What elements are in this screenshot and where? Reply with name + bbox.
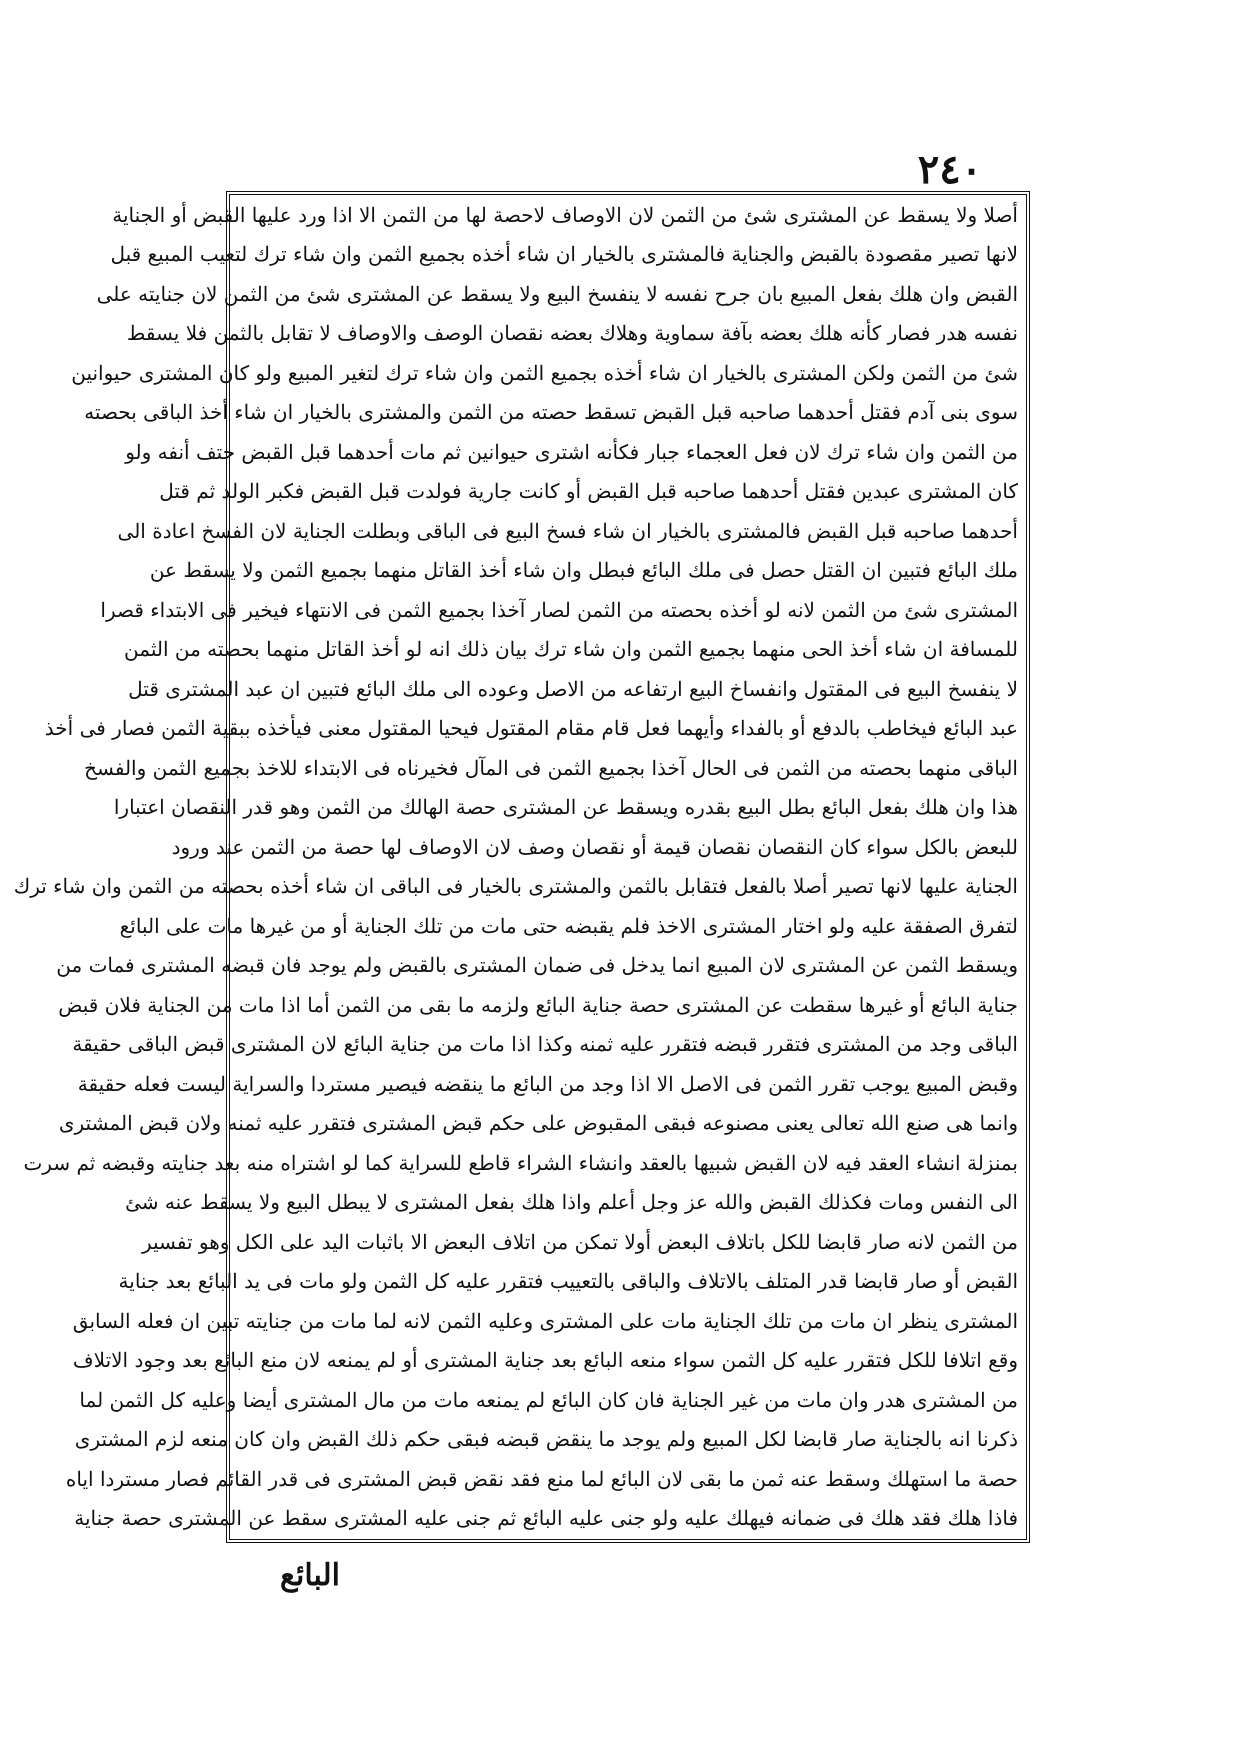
text-line: وانما هى صنع الله تعالى يعنى مصنوعه فبقى المقبوض على حكم قبض المشترى فتقرر عليه ثمنه ولان قبض المشترى bbox=[58, 1111, 1018, 1136]
text-line: لانها تصير مقصودة بالقبض والجناية فالمشترى بالخيار ان شاء أخذه بجميع الثمن وان شاء ترك لتعيب المبيع قبل bbox=[110, 242, 1018, 267]
text-line: من الثمن لانه صار قابضا للكل باتلاف البعض أولا تمكن من اتلاف البعض الا باثبات اليد على الكل وهو تفسير bbox=[141, 1229, 1018, 1254]
text-frame bbox=[13, 191, 1030, 1543]
text-line: أحدهما صاحبه قبل القبض فالمشترى بالخيار ان شاء فسخ البيع فى الباقى وبطلت الجناية لان الفسخ اعادة الى bbox=[117, 518, 1018, 543]
text-line: وقع اتلافا للكل فتقرر عليه كل الثمن سواء منعه البائع بعد جناية المشترى أو لم يمنعه لان منع البائع بعد وجود الاتلاف bbox=[72, 1348, 1018, 1373]
catchword: البائع bbox=[280, 1558, 340, 1593]
text-line: حصة ما استهلك وسقط عنه ثمن ما بقى لان البائع لما منع فقد نقض قبض المشترى فى قدر القائم فصار مستردا اياه bbox=[65, 1466, 1018, 1491]
text-line: المشترى ينظر ان مات من تلك الجناية مات على المشترى وعليه الثمن لانه لما مات من جنايته تبين ان فعله السابق bbox=[72, 1308, 1018, 1333]
text-line: لتفرق الصفقة عليه ولو اختار المشترى الاخذ فلم يقبضه حتى مات من تلك الجناية أو من غيرها مات على البائع bbox=[119, 913, 1018, 938]
text-line: للمسافة ان شاء أخذ الحى منهما بجميع الثمن وان شاء ترك بيان ذلك انه لو أخذ القاتل منهما بحصته من الثمن bbox=[124, 637, 1018, 662]
text-line: من المشترى هدر وان مات من غير الجناية فان كان البائع لم يمنعه مات من مال المشترى أيضا وعليه كل الثمن لما bbox=[79, 1387, 1018, 1412]
text-line: ملك البائع فتبين ان القتل حصل فى ملك البائع فبطل وان شاء أخذ القاتل منهما بجميع الثمن ولا يسقط عن bbox=[149, 558, 1018, 583]
text-line: كان المشترى عبدين فقتل أحدهما صاحبه قبل القبض أو كانت جارية فولدت قبل القبض فكبر الولد ثم قتل bbox=[159, 479, 1018, 504]
text-line: هذا وان هلك بفعل البائع بطل البيع بقدره ويسقط عن المشترى حصة الهالك من الثمن وهو قدر النقصان اعتبارا bbox=[113, 795, 1018, 820]
text-line: عبد البائع فيخاطب بالدفع أو بالفداء وأيهما فعل قام مقام المقتول فيحيا المقتول معنى فيأخذه ببقية الثمن فصار فى أخذ bbox=[44, 716, 1018, 741]
text-line: ذكرنا انه بالجناية صار قابضا لكل المبيع ولم يوجد ما ينقض قبضه فبقى حكم ذلك القبض وان كان منعه لزم المشترى bbox=[74, 1427, 1018, 1452]
text-line: وقبض المبيع يوجب تقرر الثمن فى الاصل الا اذا وجد من البائع ما ينقضه فيصير مستردا والسراية ليست فعله حقيقة bbox=[77, 1071, 1018, 1096]
text-line: من الثمن وان شاء ترك لان فعل العجماء جبار فكأنه اشترى حيوانين ثم مات أحدهما قبل القبض حتف أنفه ولو bbox=[125, 439, 1018, 464]
text-line: الى النفس ومات فكذلك القبض والله عز وجل أعلم واذا هلك بفعل المشترى لا يبطل البيع ولا يسقط عنه شئ bbox=[125, 1190, 1018, 1215]
text-line: الباقى منهما بحصته من الثمن فى الحال آخذا بجميع الثمن فى المآل فخيرناه فى الابتداء للاخذ بجميع الثمن والفسخ bbox=[84, 755, 1018, 780]
text-line: لا ينفسخ البيع فى المقتول وانفساخ البيع ارتفاعه من الاصل وعوده الى ملك البائع فتبين ان عبد المشترى قتل bbox=[128, 676, 1018, 701]
text-body bbox=[13, 199, 1018, 1535]
text-line: المشترى شئ من الثمن لانه لو أخذه بحصته من الثمن لصار آخذا بجميع الثمن فى الانتهاء فيخير فى الابتداء قصرا bbox=[100, 597, 1018, 622]
text-line: للبعض بالكل سواء كان النقصان نقصان قيمة أو نقصان وصف لان الاوصاف لها حصة من الثمن عند ورود bbox=[171, 834, 1018, 859]
text-line: سوى بنى آدم فقتل أحدهما صاحبه قبل القبض تسقط حصته من الثمن والمشترى بالخيار ان شاء أخذ الباقى بحصته bbox=[84, 400, 1018, 425]
text-line: ويسقط الثمن عن المشترى لان المبيع انما يدخل فى ضمان المشترى بالقبض ولم يوجد فان قبضه المشترى فمات من bbox=[56, 953, 1018, 978]
text-line: القبض أو صار قابضا قدر المتلف بالاتلاف والباقى بالتعييب فتقرر عليه كل الثمن ولو مات فى يد البائع بعد جناية bbox=[118, 1269, 1018, 1294]
text-line: الباقى وجد من المشترى فتقرر قبضه فتقرر عليه ثمنه وكذا اذا مات من جناية البائع لان المشترى قبض الباقى حقيقة bbox=[72, 1032, 1018, 1057]
text-line: نفسه هدر فصار كأنه هلك بعضه بآفة سماوية وهلاك بعضه نقصان الوصف والاوصاف لا تقابل بالثمن فلا يسقط bbox=[126, 321, 1018, 346]
text-line: بمنزلة انشاء العقد فيه لان القبض شبيها بالعقد وانشاء الشراء قاطع للسراية كما لو اشتراه منه بعد جنايته وقبضه ثم سرت bbox=[23, 1150, 1018, 1175]
text-line: الجناية عليها لانها تصير أصلا بالفعل فتقابل بالثمن والمشترى بالخيار فى الباقى ان شاء أخذه بحصته من الثمن وان شاء ترك bbox=[13, 874, 1018, 899]
text-line: جناية البائع أو غيرها سقطت عن المشترى حصة جناية البائع ولزمه ما بقى من الثمن أما اذا مات من الجناية فلان قبض bbox=[58, 992, 1018, 1017]
text-line: فاذا هلك فقد هلك فى ضمانه فيهلك عليه ولو جنى عليه البائع ثم جنى عليه المشترى سقط عن المشترى حصة جناية bbox=[74, 1505, 1018, 1530]
text-line: شئ من الثمن ولكن المشترى بالخيار ان شاء أخذه بجميع الثمن وان شاء ترك لتغير المبيع ولو كان المشترى حيوانين bbox=[71, 360, 1018, 385]
text-line: القبض وان هلك بفعل المبيع بان جرح نفسه لا ينفسخ البيع ولا يسقط عن المشترى شئ من الثمن لان جنايته على bbox=[96, 281, 1018, 306]
text-line: أصلا ولا يسقط عن المشترى شئ من الثمن لان الاوصاف لاحصة لها من الثمن الا اذا ورد عليها القبض أو الجناية bbox=[112, 203, 1018, 227]
page-number: ٢٤٠ bbox=[917, 146, 983, 193]
